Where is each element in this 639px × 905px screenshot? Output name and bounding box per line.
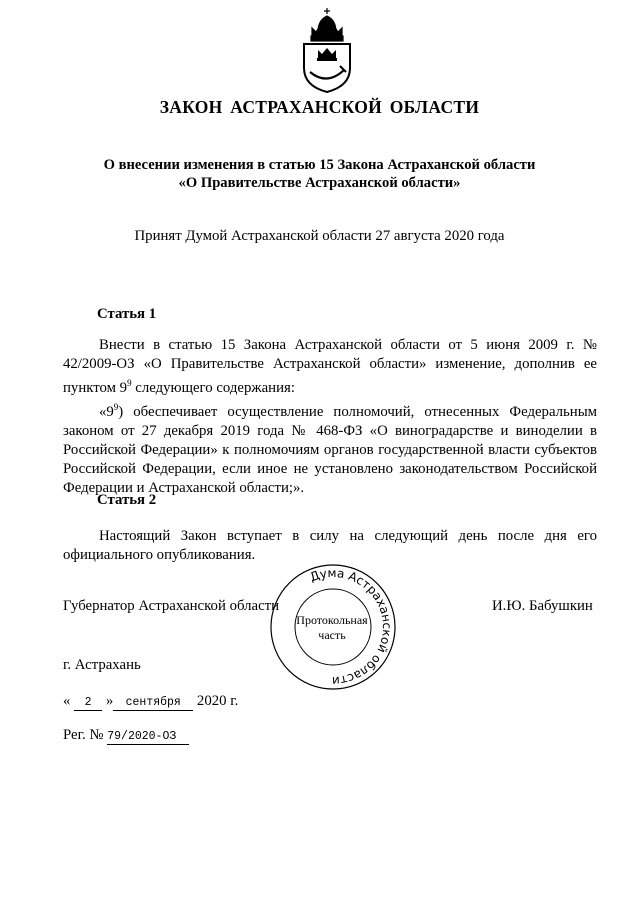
article-2-body bbox=[63, 527, 597, 565]
coat-of-arms-icon bbox=[296, 6, 358, 94]
article-1-paragraph-2: «$9^9$) обеспечивает осуществление полномочий, отнесенных Федеральным законом от 27 декабря 2019 года № 468-ФЗ «О виноградарстве и виноделии в Российской Федерации» к полномочиям органов государственной власти субъектов Российской Федерации, если иное не установлено законодательством Российской Федерации и Астраханской области;». bbox=[63, 401, 597, 496]
subtitle-line-2: «О Правительстве Астраханской области» bbox=[178, 175, 461, 191]
registration-number: 79/2020-ОЗ bbox=[107, 730, 189, 745]
document-title: ЗАКОН АСТРАХАНСКОЙ ОБЛАСТИ bbox=[159, 97, 480, 117]
article-1-paragraph-1: Внести в статью 15 Закона Астраханской области от 5 июня 2009 г. № 42/2009-ОЗ «О Правительстве Астраханской области» изменение, дополнив ее пунктом $9^9$ следующего содержания: bbox=[63, 337, 597, 396]
city: г. Астрахань bbox=[63, 657, 141, 673]
article-2-heading: Статья 2 bbox=[97, 492, 157, 508]
article-2-paragraph: Настоящий Закон вступает в силу на следующий день после дня его официального опубликования. bbox=[63, 528, 597, 563]
subtitle-line-1: О внесении изменения в статью 15 Закона Астраханской области bbox=[103, 157, 536, 173]
registration-label: Рег. № bbox=[63, 727, 104, 743]
document-subtitle bbox=[0, 156, 639, 192]
date-month: сентября bbox=[113, 696, 193, 711]
date-day: 2 bbox=[74, 696, 102, 711]
article-1-heading: Статья 1 bbox=[97, 306, 157, 322]
article-1-body bbox=[63, 336, 597, 498]
date-year: 2020 г. bbox=[196, 693, 239, 709]
date-close-quote: » bbox=[105, 693, 114, 709]
adoption-line: Принят Думой Астраханской области 27 августа 2020 года bbox=[134, 228, 505, 244]
date-open-quote: « bbox=[63, 693, 71, 709]
registration bbox=[63, 727, 189, 745]
signature-position: Губернатор Астраханской области bbox=[63, 598, 280, 614]
stamp-line-1: Протокольная bbox=[296, 613, 368, 627]
duma-stamp bbox=[268, 562, 398, 692]
stamp-ring-text: Дума Астраханской области bbox=[307, 565, 395, 689]
stamp-line-2: часть bbox=[318, 628, 346, 642]
signing-date bbox=[63, 693, 238, 711]
signature-name: И.Ю. Бабушкин bbox=[492, 598, 593, 614]
